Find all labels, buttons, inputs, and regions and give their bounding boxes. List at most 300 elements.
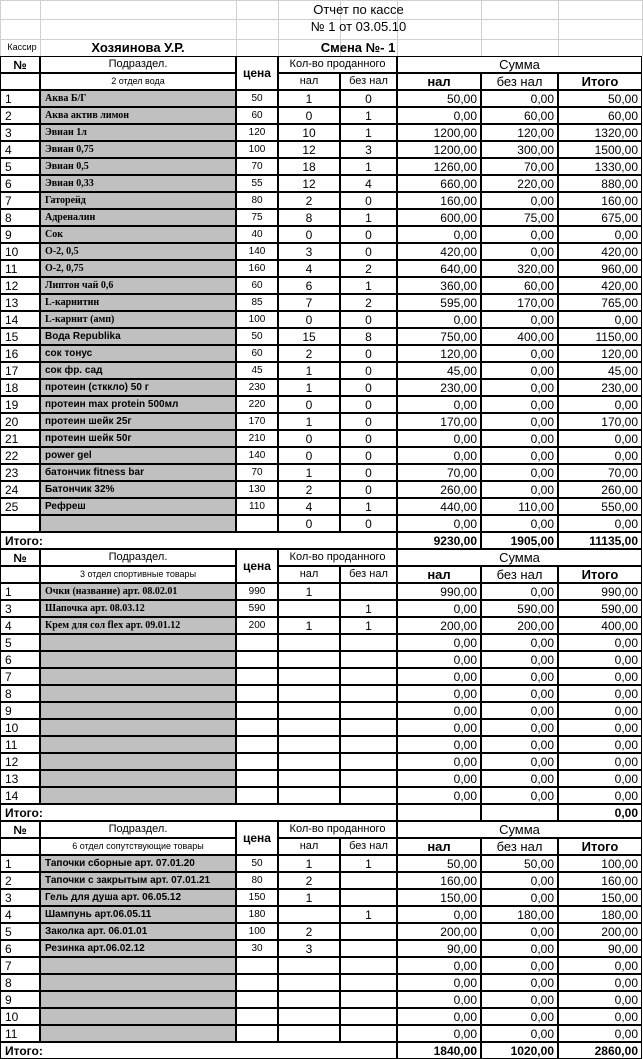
col-qty-cash-header: нал — [278, 566, 340, 583]
sum-total: 0,00 — [558, 974, 642, 991]
product-name — [40, 787, 236, 804]
section-total-sum: 0,00 — [558, 804, 642, 821]
product-name: Аква Б/Г — [40, 90, 236, 107]
qty-noncash: 3 — [340, 141, 397, 158]
sum-total: 45,00 — [558, 362, 642, 379]
row-number: 7 — [0, 957, 40, 974]
qty-cash — [278, 668, 340, 685]
col-total-header: Итого — [558, 73, 642, 90]
row-number: 13 — [0, 294, 40, 311]
section-total-noncash: 1905,00 — [481, 532, 558, 549]
sum-cash: 0,00 — [397, 651, 481, 668]
qty-noncash: 0 — [340, 226, 397, 243]
sum-cash: 1260,00 — [397, 158, 481, 175]
sum-noncash: 0,00 — [481, 226, 558, 243]
row-number: 1 — [0, 855, 40, 872]
sum-cash: 600,00 — [397, 209, 481, 226]
sum-total: 0,00 — [558, 396, 642, 413]
sum-cash: 0,00 — [397, 719, 481, 736]
qty-noncash — [340, 685, 397, 702]
product-price: 60 — [236, 345, 278, 362]
qty-noncash — [340, 634, 397, 651]
row-number: 4 — [0, 141, 40, 158]
sum-noncash: 300,00 — [481, 141, 558, 158]
qty-cash — [278, 685, 340, 702]
product-price: 210 — [236, 430, 278, 447]
product-price — [236, 1025, 278, 1042]
sum-noncash: 70,00 — [481, 158, 558, 175]
sum-total: 1320,00 — [558, 124, 642, 141]
sum-cash: 640,00 — [397, 260, 481, 277]
product-price: 50 — [236, 328, 278, 345]
sum-total: 0,00 — [558, 634, 642, 651]
sum-total: 90,00 — [558, 940, 642, 957]
product-name: протеин (стккло) 50 г — [40, 379, 236, 396]
product-price: 140 — [236, 243, 278, 260]
qty-cash — [278, 957, 340, 974]
product-name: L-карнит (амп) — [40, 311, 236, 328]
product-name: Эвиан 1л — [40, 124, 236, 141]
product-price — [236, 753, 278, 770]
qty-cash: 10 — [278, 124, 340, 141]
qty-cash: 3 — [278, 940, 340, 957]
sum-total: 70,00 — [558, 464, 642, 481]
sum-cash: 0,00 — [397, 515, 481, 532]
sum-cash: 160,00 — [397, 872, 481, 889]
product-name: Рефреш — [40, 498, 236, 515]
sum-noncash: 0,00 — [481, 991, 558, 1008]
qty-cash: 3 — [278, 243, 340, 260]
sum-total: 420,00 — [558, 277, 642, 294]
qty-cash: 1 — [278, 464, 340, 481]
qty-noncash — [340, 957, 397, 974]
cashier-label: Кассир — [7, 42, 37, 52]
sum-total: 200,00 — [558, 923, 642, 940]
qty-noncash: 1 — [340, 906, 397, 923]
sum-total: 230,00 — [558, 379, 642, 396]
sum-cash: 0,00 — [397, 1025, 481, 1042]
qty-cash: 4 — [278, 498, 340, 515]
sum-noncash: 60,00 — [481, 277, 558, 294]
sum-noncash: 0,00 — [481, 940, 558, 957]
row-number: 3 — [0, 124, 40, 141]
row-number: 2 — [0, 872, 40, 889]
product-name: батончик fitness bar — [40, 464, 236, 481]
sum-total: 0,00 — [558, 685, 642, 702]
product-price — [236, 668, 278, 685]
row-number: 2 — [0, 107, 40, 124]
qty-noncash — [340, 991, 397, 1008]
sum-cash: 0,00 — [397, 447, 481, 464]
sum-noncash: 0,00 — [481, 719, 558, 736]
product-name — [40, 668, 236, 685]
qty-cash: 2 — [278, 481, 340, 498]
report-subtitle: № 1 от 03.05.10 — [310, 19, 407, 34]
section-total-cash — [397, 804, 481, 821]
sum-cash: 0,00 — [397, 753, 481, 770]
sum-total: 0,00 — [558, 736, 642, 753]
section-total-label: Итого: — [0, 1042, 397, 1059]
sum-noncash: 0,00 — [481, 413, 558, 430]
product-name: протеин шейк 25г — [40, 413, 236, 430]
col-price-header: цена — [236, 56, 278, 90]
sum-total: 0,00 — [558, 515, 642, 532]
qty-noncash: 0 — [340, 413, 397, 430]
product-price: 60 — [236, 107, 278, 124]
product-price: 230 — [236, 379, 278, 396]
qty-cash — [278, 974, 340, 991]
sum-noncash: 110,00 — [481, 498, 558, 515]
sum-cash: 660,00 — [397, 175, 481, 192]
product-name — [40, 974, 236, 991]
product-price: 170 — [236, 413, 278, 430]
qty-cash: 0 — [278, 107, 340, 124]
product-price — [236, 515, 278, 532]
product-price — [236, 770, 278, 787]
qty-noncash — [340, 923, 397, 940]
qty-cash: 12 — [278, 141, 340, 158]
qty-noncash — [340, 770, 397, 787]
sum-total: 1330,00 — [558, 158, 642, 175]
sum-noncash: 0,00 — [481, 1025, 558, 1042]
product-price — [236, 702, 278, 719]
row-number: 21 — [0, 430, 40, 447]
product-name — [40, 719, 236, 736]
row-number: 3 — [0, 600, 40, 617]
sum-noncash: 75,00 — [481, 209, 558, 226]
sum-total: 550,00 — [558, 498, 642, 515]
product-price — [236, 787, 278, 804]
row-number: 18 — [0, 379, 40, 396]
qty-noncash: 0 — [340, 362, 397, 379]
product-price: 70 — [236, 464, 278, 481]
row-number: 14 — [0, 787, 40, 804]
row-number: 6 — [0, 940, 40, 957]
qty-cash: 2 — [278, 872, 340, 889]
sum-total: 100,00 — [558, 855, 642, 872]
qty-noncash: 1 — [340, 600, 397, 617]
product-price: 100 — [236, 311, 278, 328]
col-sum-cash-header: нал — [397, 838, 481, 855]
row-number: 20 — [0, 413, 40, 430]
product-name: Резинка арт.06.02.12 — [40, 940, 236, 957]
sum-noncash: 170,00 — [481, 294, 558, 311]
sum-total: 0,00 — [558, 719, 642, 736]
sum-total: 170,00 — [558, 413, 642, 430]
sum-total: 0,00 — [558, 651, 642, 668]
sum-total: 0,00 — [558, 1025, 642, 1042]
product-name — [40, 685, 236, 702]
section-total-cash: 1840,00 — [397, 1042, 481, 1059]
row-number: 11 — [0, 736, 40, 753]
product-price — [236, 685, 278, 702]
qty-cash: 8 — [278, 209, 340, 226]
sum-cash: 1200,00 — [397, 141, 481, 158]
qty-noncash: 2 — [340, 294, 397, 311]
row-number: 19 — [0, 396, 40, 413]
sum-noncash: 0,00 — [481, 736, 558, 753]
product-price: 55 — [236, 175, 278, 192]
sum-cash: 0,00 — [397, 991, 481, 1008]
row-number: 8 — [0, 685, 40, 702]
product-name: сок фр. сад — [40, 362, 236, 379]
row-number: 1 — [0, 90, 40, 107]
sum-total: 0,00 — [558, 311, 642, 328]
row-number: 10 — [0, 1008, 40, 1025]
sum-noncash: 0,00 — [481, 583, 558, 600]
section-total-sum: 2860,00 — [558, 1042, 642, 1059]
qty-noncash: 1 — [340, 498, 397, 515]
shift-label: Смена №- 1 — [320, 39, 396, 55]
sum-total: 0,00 — [558, 1008, 642, 1025]
qty-noncash — [340, 702, 397, 719]
qty-cash — [278, 634, 340, 651]
product-name: Адреналин — [40, 209, 236, 226]
sum-noncash: 0,00 — [481, 447, 558, 464]
report-title: Отчет по кассе — [313, 2, 404, 17]
sum-cash: 1200,00 — [397, 124, 481, 141]
qty-noncash: 0 — [340, 396, 397, 413]
col-qty-header: Кол-во проданного — [278, 821, 397, 838]
sum-total: 880,00 — [558, 175, 642, 192]
product-name — [40, 736, 236, 753]
qty-noncash: 8 — [340, 328, 397, 345]
row-number: 5 — [0, 923, 40, 940]
col-qty-header: Кол-во проданного — [278, 56, 397, 73]
product-price: 30 — [236, 940, 278, 957]
row-number: 9 — [0, 702, 40, 719]
section-total-sum: 11135,00 — [558, 532, 642, 549]
product-name — [40, 702, 236, 719]
row-number: 6 — [0, 175, 40, 192]
sum-noncash: 0,00 — [481, 430, 558, 447]
qty-noncash — [340, 872, 397, 889]
qty-cash — [278, 600, 340, 617]
qty-noncash — [340, 974, 397, 991]
qty-noncash: 1 — [340, 617, 397, 634]
product-name: Эвиан 0,5 — [40, 158, 236, 175]
product-name: О-2, 0,75 — [40, 260, 236, 277]
row-number: 24 — [0, 481, 40, 498]
sum-cash: 0,00 — [397, 787, 481, 804]
sum-noncash: 0,00 — [481, 481, 558, 498]
qty-cash: 1 — [278, 583, 340, 600]
qty-noncash: 0 — [340, 90, 397, 107]
sum-noncash: 120,00 — [481, 124, 558, 141]
sum-total: 1500,00 — [558, 141, 642, 158]
qty-cash: 0 — [278, 396, 340, 413]
section-total-label: Итого: — [0, 804, 397, 821]
product-price: 100 — [236, 141, 278, 158]
qty-cash: 1 — [278, 379, 340, 396]
qty-cash: 1 — [278, 413, 340, 430]
row-number: 13 — [0, 770, 40, 787]
product-name: Крем для сол flex арт. 09.01.12 — [40, 617, 236, 634]
row-number — [0, 515, 40, 532]
product-price: 220 — [236, 396, 278, 413]
gridline — [558, 0, 559, 56]
product-price: 75 — [236, 209, 278, 226]
sum-noncash: 0,00 — [481, 464, 558, 481]
row-number: 9 — [0, 991, 40, 1008]
product-price — [236, 719, 278, 736]
sum-cash: 0,00 — [397, 430, 481, 447]
product-name: О-2, 0,5 — [40, 243, 236, 260]
sum-cash: 150,00 — [397, 889, 481, 906]
col-num-header: № — [0, 821, 40, 838]
col-num-header: № — [0, 549, 40, 566]
sum-cash: 160,00 — [397, 192, 481, 209]
qty-noncash: 0 — [340, 243, 397, 260]
sum-total: 1150,00 — [558, 328, 642, 345]
qty-cash — [278, 991, 340, 1008]
department-name: 6 отдел сопутствующие товары — [40, 838, 236, 855]
product-name — [40, 957, 236, 974]
product-price: 140 — [236, 447, 278, 464]
sum-noncash: 320,00 — [481, 260, 558, 277]
col-sum-cash-header: нал — [397, 566, 481, 583]
qty-cash — [278, 906, 340, 923]
qty-noncash: 4 — [340, 175, 397, 192]
product-name: Тапочки сборные арт. 07.01.20 — [40, 855, 236, 872]
col-sum-header: Сумма — [397, 821, 642, 838]
qty-noncash: 0 — [340, 379, 397, 396]
sum-noncash: 220,00 — [481, 175, 558, 192]
sum-noncash: 0,00 — [481, 1008, 558, 1025]
product-name — [40, 991, 236, 1008]
sum-noncash: 590,00 — [481, 600, 558, 617]
row-number: 10 — [0, 243, 40, 260]
product-name — [40, 634, 236, 651]
product-name: Гель для душа арт. 06.05.12 — [40, 889, 236, 906]
col-price-header: цена — [236, 821, 278, 855]
product-name — [40, 515, 236, 532]
sum-total: 590,00 — [558, 600, 642, 617]
sum-total: 0,00 — [558, 957, 642, 974]
qty-cash: 1 — [278, 90, 340, 107]
qty-noncash — [340, 668, 397, 685]
sum-total: 0,00 — [558, 787, 642, 804]
qty-cash: 1 — [278, 889, 340, 906]
sum-noncash: 0,00 — [481, 889, 558, 906]
qty-cash — [278, 651, 340, 668]
product-price: 200 — [236, 617, 278, 634]
qty-cash — [278, 719, 340, 736]
department-name: 2 отдел вода — [40, 73, 236, 90]
sum-noncash: 0,00 — [481, 311, 558, 328]
sum-cash: 0,00 — [397, 634, 481, 651]
row-number: 8 — [0, 974, 40, 991]
product-name: Батончик 32% — [40, 481, 236, 498]
row-number: 1 — [0, 583, 40, 600]
product-price: 45 — [236, 362, 278, 379]
qty-cash: 7 — [278, 294, 340, 311]
product-price — [236, 1008, 278, 1025]
sum-total: 0,00 — [558, 430, 642, 447]
sum-total: 0,00 — [558, 770, 642, 787]
col-qty-cash-header: нал — [278, 73, 340, 90]
sum-total: 150,00 — [558, 889, 642, 906]
sum-cash: 0,00 — [397, 600, 481, 617]
row-number: 23 — [0, 464, 40, 481]
sum-cash: 420,00 — [397, 243, 481, 260]
product-price: 60 — [236, 277, 278, 294]
col-num-header: № — [0, 56, 40, 73]
product-name: Шапочка арт. 08.03.12 — [40, 600, 236, 617]
product-price: 120 — [236, 124, 278, 141]
qty-noncash: 1 — [340, 107, 397, 124]
sum-total: 0,00 — [558, 668, 642, 685]
sum-noncash: 200,00 — [481, 617, 558, 634]
col-qty-header: Кол-во проданного — [278, 549, 397, 566]
qty-cash — [278, 702, 340, 719]
sum-cash: 750,00 — [397, 328, 481, 345]
sum-total: 120,00 — [558, 345, 642, 362]
sum-cash: 0,00 — [397, 702, 481, 719]
qty-noncash — [340, 787, 397, 804]
col-dept-header: Подраздел. — [40, 821, 236, 838]
sum-noncash: 0,00 — [481, 787, 558, 804]
row-number: 25 — [0, 498, 40, 515]
sum-total: 765,00 — [558, 294, 642, 311]
sum-noncash: 0,00 — [481, 379, 558, 396]
qty-cash: 1 — [278, 855, 340, 872]
product-name: Гаторейд — [40, 192, 236, 209]
sum-noncash: 50,00 — [481, 855, 558, 872]
qty-noncash: 0 — [340, 464, 397, 481]
product-name: Тапочки с закрытым арт. 07.01.21 — [40, 872, 236, 889]
sum-cash: 0,00 — [397, 668, 481, 685]
row-number: 5 — [0, 634, 40, 651]
col-total-header: Итого — [558, 838, 642, 855]
qty-noncash — [340, 583, 397, 600]
qty-noncash: 0 — [340, 430, 397, 447]
qty-cash — [278, 753, 340, 770]
product-name: Шампунь арт.06.05.11 — [40, 906, 236, 923]
sum-cash: 0,00 — [397, 685, 481, 702]
row-number: 22 — [0, 447, 40, 464]
sum-cash: 990,00 — [397, 583, 481, 600]
sum-noncash: 0,00 — [481, 651, 558, 668]
col-price-header: цена — [236, 549, 278, 583]
qty-cash: 6 — [278, 277, 340, 294]
product-name: Аква актив лимон — [40, 107, 236, 124]
sum-noncash: 0,00 — [481, 192, 558, 209]
qty-cash: 0 — [278, 226, 340, 243]
row-number: 11 — [0, 1025, 40, 1042]
qty-noncash: 1 — [340, 277, 397, 294]
sum-total: 60,00 — [558, 107, 642, 124]
sum-cash: 170,00 — [397, 413, 481, 430]
sum-total: 160,00 — [558, 872, 642, 889]
sum-noncash: 0,00 — [481, 634, 558, 651]
sum-noncash: 180,00 — [481, 906, 558, 923]
sum-total: 160,00 — [558, 192, 642, 209]
sum-noncash: 0,00 — [481, 753, 558, 770]
qty-noncash — [340, 889, 397, 906]
sum-total: 180,00 — [558, 906, 642, 923]
qty-cash — [278, 1008, 340, 1025]
sum-noncash: 400,00 — [481, 328, 558, 345]
qty-noncash — [340, 651, 397, 668]
sum-noncash: 0,00 — [481, 770, 558, 787]
sum-cash: 0,00 — [397, 770, 481, 787]
product-name: сок тонус — [40, 345, 236, 362]
col-sum-noncash-header: без нал — [481, 73, 558, 90]
product-name: Вода Republika — [40, 328, 236, 345]
qty-noncash: 0 — [340, 481, 397, 498]
row-number: 11 — [0, 260, 40, 277]
